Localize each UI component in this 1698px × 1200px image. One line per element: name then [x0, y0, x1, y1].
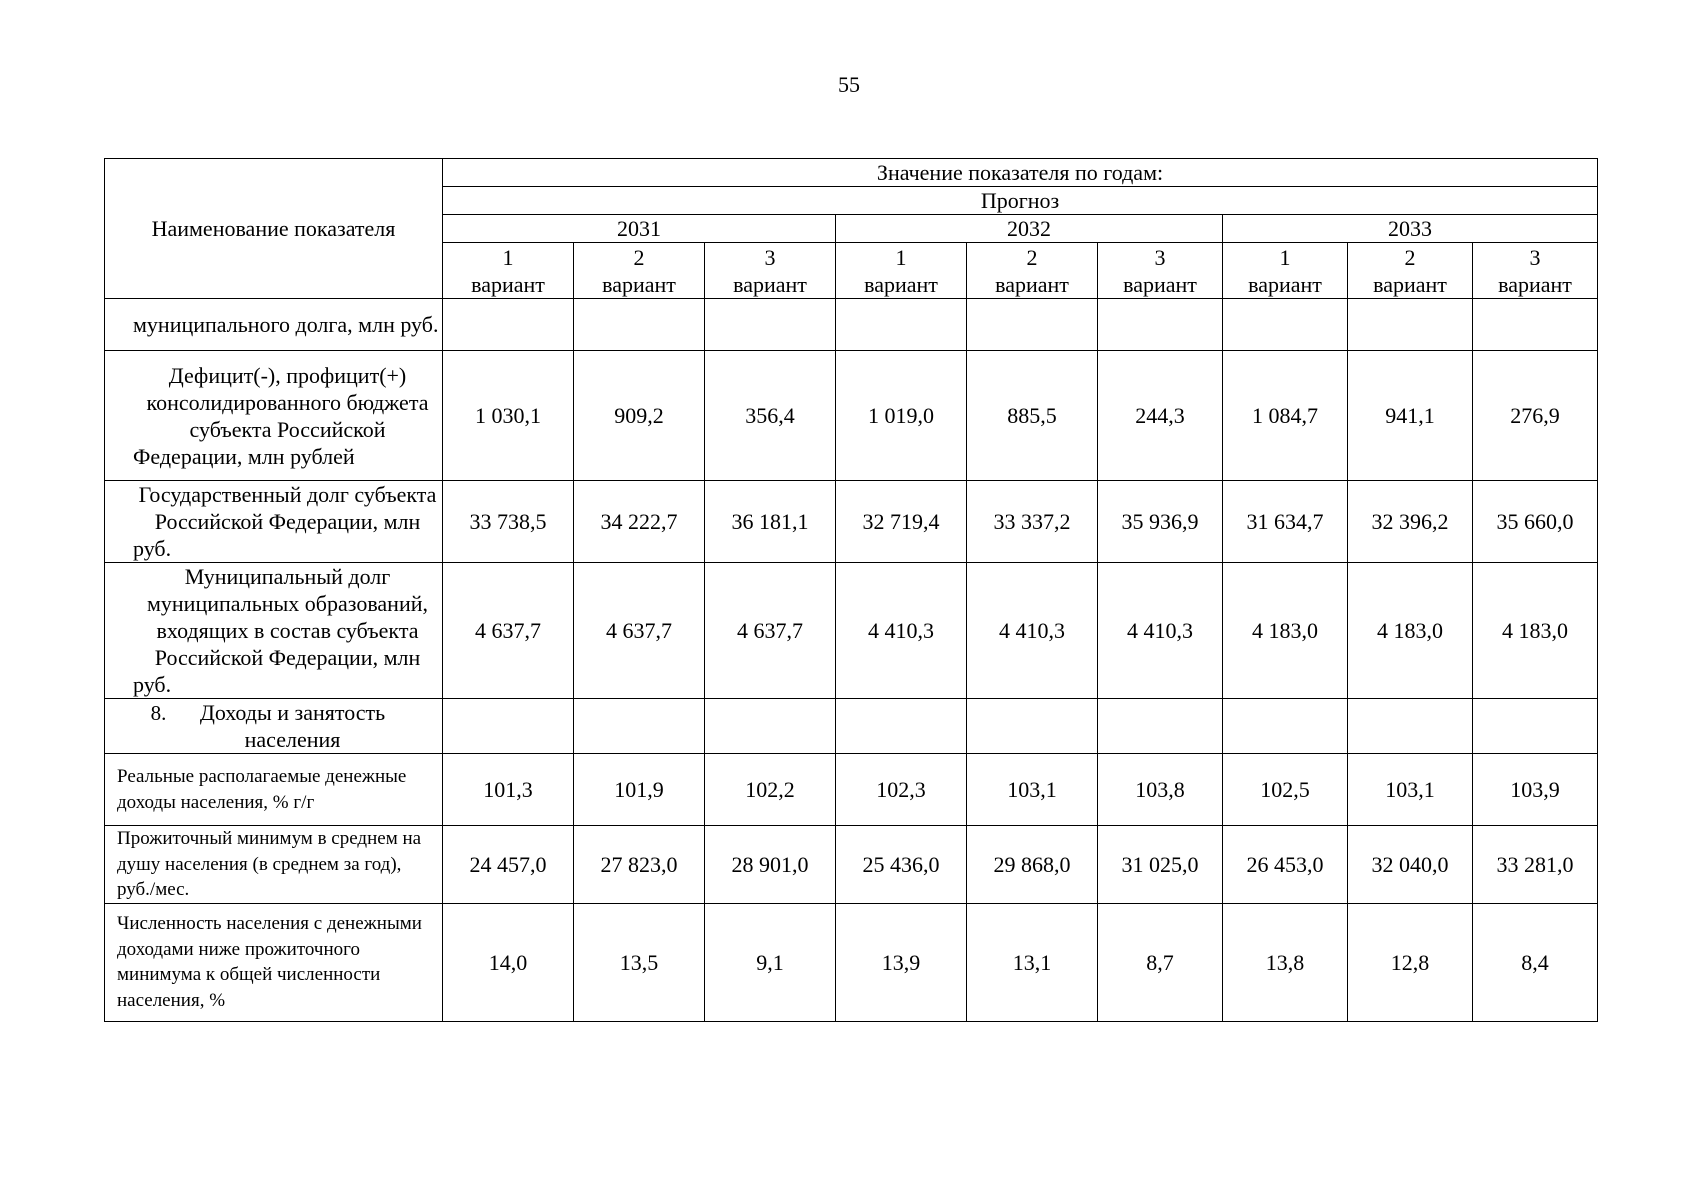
variant-label: вариант: [471, 271, 545, 297]
variant-number: 2: [1404, 244, 1416, 270]
table-row: [105, 754, 1598, 826]
variant-label: вариант: [733, 271, 807, 297]
value-cell: 33 738,5: [443, 481, 574, 563]
table-row: [105, 481, 1598, 563]
table-row: [105, 826, 1598, 904]
value-cell: 102,2: [705, 754, 836, 826]
section-title-cell: [105, 699, 443, 754]
indicator-name: муниципального долга, млн руб.: [105, 299, 443, 351]
value-cell: 36 181,1: [705, 481, 836, 563]
forecast-header: Прогноз: [443, 187, 1598, 215]
value-cell: 13,5: [574, 903, 705, 1021]
value-cell: [1473, 699, 1598, 754]
value-cell: [836, 299, 967, 351]
value-cell: 102,3: [836, 754, 967, 826]
value-cell: 32 040,0: [1348, 826, 1473, 904]
table-row: [105, 563, 1598, 699]
value-cell: 101,3: [443, 754, 574, 826]
variant-header: [1473, 243, 1598, 299]
value-cell: 1 030,1: [443, 351, 574, 481]
value-cell: 4 637,7: [443, 563, 574, 699]
values-by-year-header: Значение показателя по годам:: [443, 159, 1598, 187]
value-cell: 25 436,0: [836, 826, 967, 904]
variant-label: вариант: [602, 271, 676, 297]
value-cell: 32 719,4: [836, 481, 967, 563]
value-cell: 4 637,7: [574, 563, 705, 699]
section-row: [105, 699, 1598, 754]
value-cell: 4 183,0: [1348, 563, 1473, 699]
variant-label: вариант: [1123, 271, 1197, 297]
value-cell: 13,1: [967, 903, 1098, 1021]
variant-header: [443, 243, 574, 299]
value-cell: 24 457,0: [443, 826, 574, 904]
value-cell: 4 410,3: [1098, 563, 1223, 699]
value-cell: 14,0: [443, 903, 574, 1021]
value-cell: 103,8: [1098, 754, 1223, 826]
value-cell: 28 901,0: [705, 826, 836, 904]
value-cell: [1348, 299, 1473, 351]
value-cell: 13,8: [1223, 903, 1348, 1021]
value-cell: [574, 699, 705, 754]
variant-header: [1348, 243, 1473, 299]
value-cell: 1 084,7: [1223, 351, 1348, 481]
value-cell: 103,9: [1473, 754, 1598, 826]
value-cell: 35 660,0: [1473, 481, 1598, 563]
year-2031-header: 2031: [443, 215, 836, 243]
variant-header: [1098, 243, 1223, 299]
value-cell: [1348, 699, 1473, 754]
value-cell: 356,4: [705, 351, 836, 481]
indicator-name: Реальные располагаемые денежные доходы населения, % г/г: [105, 754, 443, 826]
value-cell: 27 823,0: [574, 826, 705, 904]
variant-header: [705, 243, 836, 299]
variant-number: 3: [764, 244, 776, 270]
indicator-name: Численность населения с денежными доходами ниже прожиточного минимума к общей численности населения, %: [105, 903, 443, 1021]
variant-header: [1223, 243, 1348, 299]
indicator-name: Прожиточный минимум в среднем на душу населения (в среднем за год), руб./мес.: [105, 826, 443, 904]
value-cell: 31 634,7: [1223, 481, 1348, 563]
variant-label: вариант: [864, 271, 938, 297]
value-cell: 909,2: [574, 351, 705, 481]
value-cell: 101,9: [574, 754, 705, 826]
value-cell: [1098, 699, 1223, 754]
variant-label: вариант: [1248, 271, 1322, 297]
table-row: [105, 903, 1598, 1021]
value-cell: 276,9: [1473, 351, 1598, 481]
variant-number: 3: [1529, 244, 1541, 270]
value-cell: 8,7: [1098, 903, 1223, 1021]
value-cell: 33 337,2: [967, 481, 1098, 563]
value-cell: 4 183,0: [1473, 563, 1598, 699]
value-cell: 1 019,0: [836, 351, 967, 481]
value-cell: [1223, 299, 1348, 351]
variant-header: [574, 243, 705, 299]
table-body: [105, 299, 1598, 1022]
indicator-name: Муниципальный долг муниципальных образований, входящих в состав субъекта Российской Федерации, млн руб.: [105, 563, 443, 699]
page-number: 55: [838, 72, 860, 97]
value-cell: 8,4: [1473, 903, 1598, 1021]
value-cell: 9,1: [705, 903, 836, 1021]
forecast-table: [104, 158, 1598, 1022]
value-cell: 103,1: [1348, 754, 1473, 826]
value-cell: [967, 699, 1098, 754]
year-2032-header: 2032: [836, 215, 1223, 243]
value-cell: 103,1: [967, 754, 1098, 826]
variant-header: [836, 243, 967, 299]
value-cell: 244,3: [1098, 351, 1223, 481]
value-cell: 32 396,2: [1348, 481, 1473, 563]
value-cell: 26 453,0: [1223, 826, 1348, 904]
value-cell: [705, 299, 836, 351]
value-cell: [1473, 299, 1598, 351]
value-cell: [705, 699, 836, 754]
variant-number: 2: [1026, 244, 1038, 270]
table-row: [105, 351, 1598, 481]
value-cell: 4 183,0: [1223, 563, 1348, 699]
indicator-name: Дефицит(-), профицит(+) консолидированного бюджета субъекта Российской Федерации, млн рублей: [105, 351, 443, 481]
value-cell: 4 410,3: [967, 563, 1098, 699]
indicator-name-header: Наименование показателя: [105, 159, 443, 299]
value-cell: 885,5: [967, 351, 1098, 481]
value-cell: [574, 299, 705, 351]
value-cell: [967, 299, 1098, 351]
variant-number: 3: [1154, 244, 1166, 270]
indicator-name: Государственный долг субъекта Российской Федерации, млн руб.: [105, 481, 443, 563]
value-cell: 13,9: [836, 903, 967, 1021]
value-cell: 102,5: [1223, 754, 1348, 826]
section-title: Доходы и занятость населения: [199, 700, 386, 752]
value-cell: 12,8: [1348, 903, 1473, 1021]
table-row: [105, 299, 1598, 351]
value-cell: 35 936,9: [1098, 481, 1223, 563]
year-2033-header: 2033: [1223, 215, 1598, 243]
variant-number: 1: [895, 244, 907, 270]
variant-label: вариант: [1498, 271, 1572, 297]
value-cell: 33 281,0: [1473, 826, 1598, 904]
value-cell: [1223, 699, 1348, 754]
value-cell: 941,1: [1348, 351, 1473, 481]
value-cell: 34 222,7: [574, 481, 705, 563]
value-cell: [1098, 299, 1223, 351]
variant-label: вариант: [995, 271, 1069, 297]
value-cell: 29 868,0: [967, 826, 1098, 904]
table-header: [105, 159, 1598, 299]
variant-number: 2: [633, 244, 645, 270]
value-cell: 31 025,0: [1098, 826, 1223, 904]
value-cell: [836, 699, 967, 754]
value-cell: 4 410,3: [836, 563, 967, 699]
variant-number: 1: [1279, 244, 1291, 270]
value-cell: [443, 299, 574, 351]
variant-number: 1: [502, 244, 514, 270]
variant-header: [967, 243, 1098, 299]
value-cell: [443, 699, 574, 754]
variant-label: вариант: [1373, 271, 1447, 297]
section-number: 8.: [150, 701, 167, 725]
value-cell: 4 637,7: [705, 563, 836, 699]
